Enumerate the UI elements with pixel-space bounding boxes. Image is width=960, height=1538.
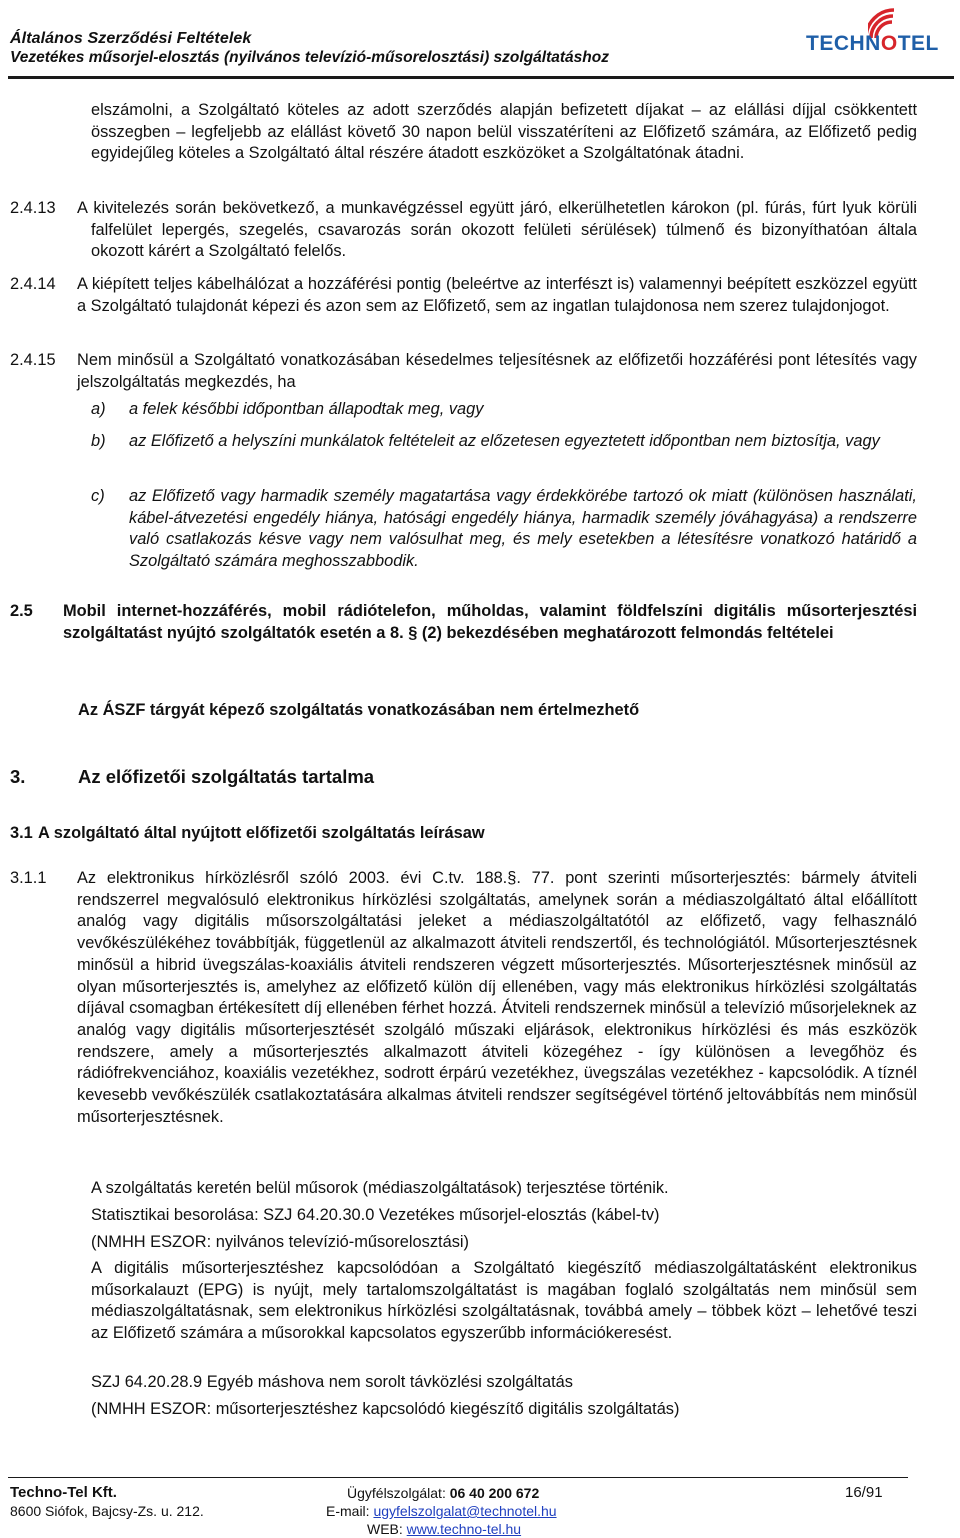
- list-item-label: b): [91, 432, 106, 450]
- section-number: 2.4.13: [10, 199, 56, 217]
- szj-line: SZJ 64.20.28.9 Egyéb máshova nem sorolt távközlési szolgáltatás: [91, 1373, 573, 1391]
- web-link[interactable]: www.techno-tel.hu: [406, 1521, 522, 1537]
- list-item-a: a felek későbbi időpontban állapodtak meg, vagy: [129, 400, 484, 418]
- footer-company: Techno-Tel Kft.: [10, 1484, 117, 1501]
- intro-paragraph: elszámolni, a Szolgáltató köteles az adott szerződés alapján befizetett díjakat – az elállási díjjal csökkentett összegben – legfeljebb az elállást követő 30 napon belül visszatéríteni az Előfizető számára, az Előfizető pedig egyidejűleg köteles a Szolgáltató által részére átadott eszközöket a Szolgáltatónak átadni.: [91, 101, 917, 163]
- section-3-heading: Az előfizetői szolgáltatás tartalma: [78, 766, 375, 787]
- email-link[interactable]: ugyfelszolgalat@technotel.hu: [373, 1503, 557, 1519]
- section-2-4-14-text: A kiépített teljes kábelhálózat a hozzáférési pontig (beleértve az interfészt is) valamennyi beépített eszközzel együtt a Szolgáltató tulajdonát képezi és azon sem az Előfizető, sem az ingatlan tulajdonosa nem szerez tulajdonjogot.: [77, 275, 917, 315]
- section-number: 2.4.14: [10, 275, 56, 293]
- section-2-5-heading: Mobil internet-hozzáférés, mobil rádiótelefon, műholdas, valamint földfelszíni digitális műsorterjesztési szolgáltatást nyújtó szolgáltatók esetén a 8. § (2) bekezdésében meghatározott felmondás feltételei: [63, 602, 917, 642]
- logo-wordmark: TECHNOTEL: [806, 32, 939, 55]
- list-item-c: az Előfizető vagy harmadik személy magatartása vagy érdekkörébe tartozó ok miatt (különösen használati, kábel-átvezetési engedély hiánya, hatósági engedély hiánya, harmadik személy jóváhagyása) a rendszerre való csatlakozás késve vagy nem valósulhat meg, és mely esetekben a létesítésre vonatkozó határidő a Szolgáltató számára meghosszabbodik.: [129, 487, 917, 571]
- section-2-5-note: Az ÁSZF tárgyát képező szolgáltatás vonatkozásában nem értelmezhető: [78, 701, 640, 719]
- section-number: 2.4.15: [10, 351, 56, 369]
- list-item-b: az Előfizető a helyszíni munkálatok feltételeit az előzetesen egyeztetett időpontban nem biztosítja, vagy: [129, 432, 880, 450]
- header-divider: [8, 76, 954, 79]
- statistical-classification: Statisztikai besorolása: SZJ 64.20.30.0 Vezetékes műsorjel-elosztás (kábel-tv): [91, 1206, 660, 1224]
- section-2-4-15-text: Nem minősül a Szolgáltató vonatkozásában késedelmes teljesítésnek az előfizetői hozzáférési pont létesítés vagy jelszolgáltatás megkezdés, ha: [77, 351, 917, 391]
- section-number: 3.1: [10, 824, 33, 842]
- technotel-logo: [806, 8, 956, 70]
- document-title: Általános Szerződési Feltételek: [10, 30, 252, 47]
- document-subtitle: Vezetékes műsorjel-elosztás (nyilvános televízió-műsorelosztási) szolgáltatáshoz: [10, 49, 609, 66]
- list-item-label: c): [91, 487, 105, 505]
- section-3-1-1-text: Az elektronikus hírközlésről szóló 2003. évi C.tv. 188.§. 77. pont szerinti műsorterjesztés: bármely átviteli rendszerrel megvalósuló elektronikus hírközlési szolgáltatás, amelynek során a médiaszolgáltató által előállított analóg vagy digitális műsorszolgáltatási jeleket a médiaszolgáltatótól az előfizető, vagy felhasználó vevőkészülékéhez továbbítják, függetlenül az alkalmazott átviteli rendszertől, és technológiától. Műsorterjesztésnek minősül a hibrid üvegszálas-koaxiális átviteli rendszeren végzett műsorterjesztés. Műsorterjesztésnek minősül az olyan műsorterjesztés is, amelyhez az előfizető külön díj ellenében, vagy más elektronikus hírközlési szolgáltatás díjával csomagban értékesített díj ellenében férhet hozzá. Átviteli rendszernek minősül a televízió műsorjeleknek az analóg vagy digitális műsorterjesztését szolgáló műszaki eljárások, elektronikus hírközlési és más eszközök rendszere, amely a műsorterjesztés alkalmazott átviteli közegéhez - így különösen a levegőhöz és rádiófrekvenciához, koaxiális vezetékhez, sodrott érpárú vezetékhez, üvegszálas vezetékhez - kapcsolódik. A tíznél kevesebb vevőkészülék csatlakoztatására alkalmas átviteli rendszer segítségével történő jeltovábbítás nem minősül műsorterjesztésnek.: [77, 869, 917, 1126]
- section-3-1-heading: A szolgáltató által nyújtott előfizetői szolgáltatás leírásaw: [38, 824, 485, 842]
- section-number: 3.: [10, 766, 26, 787]
- nmhh-eszor-line: (NMHH ESZOR: nyilvános televízió-műsorelosztási): [91, 1233, 469, 1251]
- service-line: A szolgáltatás keretén belül műsorok (médiaszolgáltatások) terjesztése történik.: [91, 1179, 669, 1197]
- section-2-4-13-text: A kivitelezés során bekövetkező, a munkavégzéssel együtt járó, elkerülhetetlen károkon (pl. fúrás, fúrt lyuk körüli falfelület lepergés, szegelés, csavarozás során okozott felületi sérülések) túlmenő és bizonyíthatóan általa okozott kárért a Szolgáltató felelős.: [77, 199, 917, 261]
- footer-email: E-mail: ugyfelszolgalat@technotel.hu: [326, 1503, 557, 1519]
- page-number: 16/91: [845, 1484, 883, 1501]
- section-number: 2.5: [10, 602, 33, 620]
- footer-support: Ügyfélszolgálat: 06 40 200 672: [347, 1485, 540, 1501]
- footer-divider: [8, 1477, 908, 1478]
- support-phone: 06 40 200 672: [449, 1485, 540, 1501]
- epg-paragraph: A digitális műsorterjesztéshez kapcsolódóan a Szolgáltató kiegészítő médiaszolgáltatásként elektronikus műsorkalauzt (EPG) is nyújt, mely tartalomszolgáltatást is magában foglaló szolgáltatás nem minősül sem médiaszolgáltatásnak, sem elektronikus hírközlési szolgáltatásnak, továbbá amely – többek közt – lehetővé teszi az Előfizető számára a műsorokkal kapcsolatos egyszerűbb információkeresést.: [91, 1259, 917, 1343]
- footer-web: WEB: www.techno-tel.hu: [367, 1521, 522, 1537]
- footer-address: 8600 Siófok, Bajcsy-Zs. u. 212.: [10, 1503, 204, 1519]
- nmhh-eszor-line: (NMHH ESZOR: műsorterjesztéshez kapcsolódó kiegészítő digitális szolgáltatás): [91, 1400, 680, 1418]
- list-item-label: a): [91, 400, 106, 418]
- section-number: 3.1.1: [10, 869, 47, 887]
